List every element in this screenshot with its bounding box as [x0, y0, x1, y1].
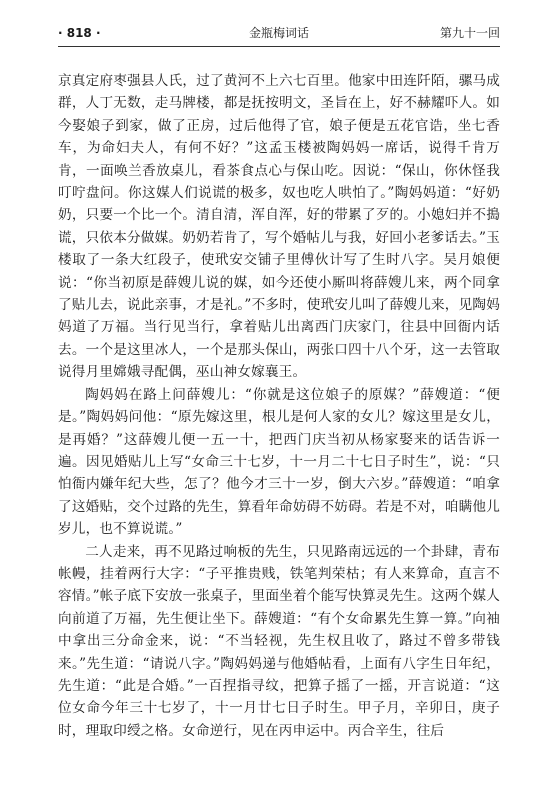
- book-page: [58, 0, 500, 793]
- paragraph: 陶妈妈在路上问薛嫂儿：“你就是这位娘子的原媒？”薛嫂道：“便是。”陶妈妈问他：“原先嫁这里，根儿是何人家的女儿？嫁这里是女儿，是再婚？”这薛嫂儿便一五一十，把西门庆当初从杨家娶来的话告诉一遍。因见婚贴儿上写“女命三十七岁，十一月二十七日子时生”，说：“只怕衙内嫌年纪大些，怎了？他今才三十一岁，倒大六岁。”薛嫂道：“咱拿了这婚贴，交个过路的先生，算看年命妨碍不妨碍。若是不对，咱瞒他儿岁儿，也不算说谎。”: [58, 386, 500, 538]
- page-number: · 818 ·: [58, 26, 101, 40]
- paragraph-continued: 京真定府枣强县人氏，过了黄河不上六七百里。他家中田连阡陌，骡马成群，人丁无数，走马牌楼，都是抚按明文，圣旨在上，好不赫耀吓人。如今娶娘子到家，做了正房，过后他得了官，娘子便是五花官诰，坐七香车，为命妇夫人，有何不好？”这孟玉楼被陶妈妈一席话，说得千肯万肯，一面唤兰香放桌儿，看茶食点心与保山吃。因说：“保山，你休怪我叮咛盘问。你这媒人们说谎的极多，奴也吃人哄怕了。”陶妈妈道：“好奶奶，只要一个比一个。清自清，浑自浑，好的带累了歹的。小媳妇并不搗谎，只依本分做媒。奶奶若肯了，写个婚帖儿与我，好回小老爹话去。”玉楼取了一条大红段子，使玳安交铺子里傅伙计写了生时八字。吴月娘便说：“你当初原是薛嫂儿说的媒，如今还使小厮叫将薛嫂儿来，两个同拿了贴儿去，说此亲事，才是礼。”不多时，使玳安儿叫了薛嫂儿来，见陶妈妈道了万福。当行见当行，拿着贴儿出离西门庆家门，往县中回衙内话去。一个是这里冰人，一个是那头保山，两张口四十八个牙，这一去管取说得月里嫦娥寻配偶，巫山神女嫁襄王。: [58, 73, 500, 381]
- book-title: 金瓶梅词话: [248, 26, 309, 40]
- paragraph: 二人走来，再不见路过响板的先生，只见路南远远的一个卦肆，青布帐幔，挂着两行大字：“子平推贵贱，铁笔判荣枯；有人来算命，直言不容情。”帐子底下安放一张桌子，里面坐着个能写快算灵先生。这两个媒人向前道了万福，先生便让坐下。薛嫂道：“有个女命累先生算一算。”向袖中拿出三分命金来，说：“不当轻视，先生权且收了，路过不曾多带钱来。”先生道：“请说八字。”陶妈妈递与他婚帖看，上面有八字生日年纪，先生道：“此是合婚。”一百捏指寻纹，把算子摇了一摇，开言说道：“这位女命今年三十七岁了，十一月廿七日子时生。甲子月，辛卯日，庚子时，理取印绶之格。女命逆行，见在丙申运中。丙合辛生，往后: [58, 543, 500, 739]
- body-text: [58, 70, 500, 742]
- header-rule: [58, 46, 500, 47]
- chapter-title: 第九十一回: [439, 26, 500, 40]
- running-head: [58, 22, 500, 44]
